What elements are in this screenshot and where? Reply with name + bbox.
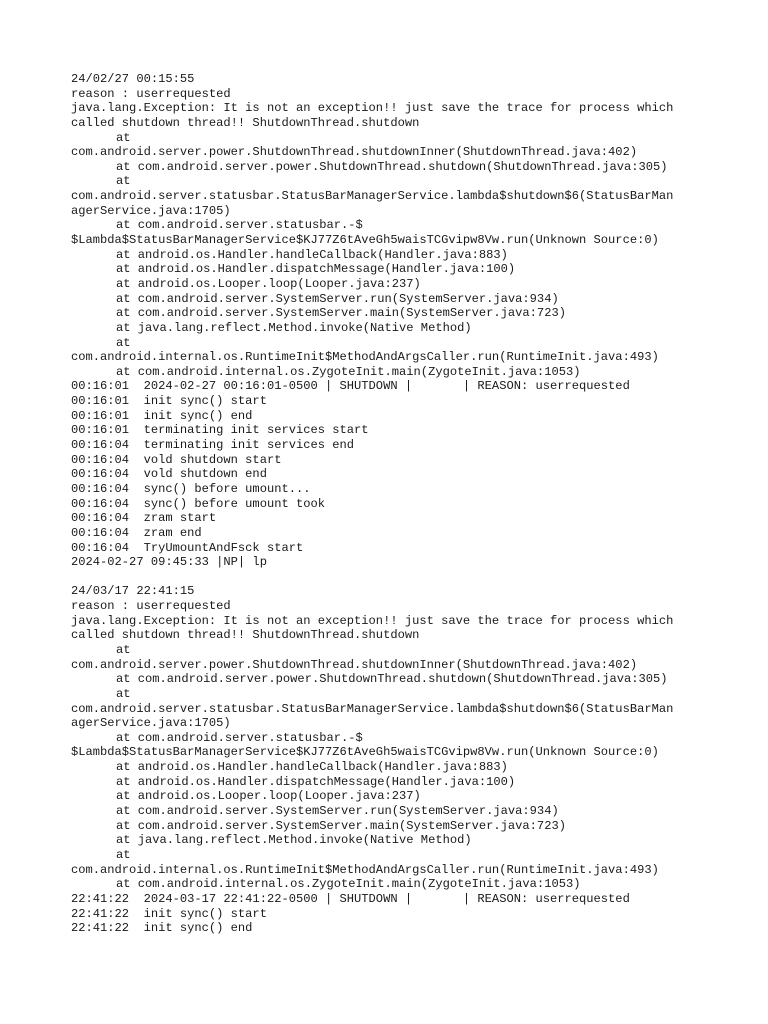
- stack-frame-line: at com.android.internal.os.ZygoteInit.main(ZygoteInit.java:1053): [116, 364, 581, 379]
- stack-frame-line: at android.os.Handler.dispatchMessage(Handler.java:100): [116, 774, 516, 789]
- log-line: java.lang.Exception: It is not an exception!! just save the trace for process which: [71, 101, 674, 116]
- stack-frame-line: at: [116, 642, 131, 657]
- log-line: com.android.server.statusbar.StatusBarManagerService.lambda$shutdown$6(StatusBarMan: [71, 701, 674, 716]
- entry-separator: [71, 570, 711, 585]
- log-line: $Lambda$StatusBarManagerService$KJ77Z6tAveGh5waisTCGvipw8Vw.run(Unknown Source:0): [71, 233, 659, 248]
- log-line: 00:16:04 terminating init services end: [71, 438, 355, 453]
- stack-frame-line: at com.android.server.SystemServer.run(SystemServer.java:934): [116, 804, 559, 819]
- shutdown-log: [71, 72, 711, 936]
- stack-frame-line: at com.android.server.SystemServer.run(SystemServer.java:934): [116, 291, 559, 306]
- log-line: 00:16:01 init sync() end: [71, 408, 253, 423]
- log-line: java.lang.Exception: It is not an exception!! just save the trace for process which: [71, 613, 674, 628]
- log-line: 24/03/17 22:41:15: [71, 584, 195, 599]
- log-line: 22:41:22 2024-03-17 22:41:22-0500 | SHUTDOWN | | REASON: userrequested: [71, 891, 630, 906]
- log-line: 00:16:04 TryUmountAndFsck start: [71, 540, 304, 555]
- log-line: 00:16:04 vold shutdown start: [71, 452, 282, 467]
- log-line: 00:16:04 vold shutdown end: [71, 467, 267, 482]
- log-entry: [71, 72, 711, 570]
- stack-frame-line: at: [116, 130, 131, 145]
- stack-frame-line: at android.os.Handler.handleCallback(Handler.java:883): [116, 247, 508, 262]
- log-line: reason : userrequested: [71, 599, 231, 614]
- log-line: 00:16:04 zram end: [71, 525, 202, 540]
- stack-frame-line: at android.os.Handler.dispatchMessage(Handler.java:100): [116, 262, 516, 277]
- stack-frame-line: at com.android.server.statusbar.-$: [116, 730, 363, 745]
- stack-frame-line: at com.android.server.SystemServer.main(SystemServer.java:723): [116, 818, 566, 833]
- stack-frame-line: at android.os.Handler.handleCallback(Handler.java:883): [116, 760, 508, 775]
- stack-frame-line: at com.android.server.SystemServer.main(SystemServer.java:723): [116, 306, 566, 321]
- stack-frame-line: at android.os.Looper.loop(Looper.java:237): [116, 276, 421, 291]
- log-line: com.android.server.power.ShutdownThread.shutdownInner(ShutdownThread.java:402): [71, 657, 638, 672]
- stack-frame-line: at: [116, 174, 131, 189]
- log-line: 22:41:22 init sync() start: [71, 906, 267, 921]
- log-line: agerService.java:1705): [71, 716, 231, 731]
- log-line: called shutdown thread!! ShutdownThread.shutdown: [71, 628, 420, 643]
- stack-frame-line: at com.android.server.power.ShutdownThread.shutdown(ShutdownThread.java:305): [116, 672, 668, 687]
- log-line: com.android.server.power.ShutdownThread.shutdownInner(ShutdownThread.java:402): [71, 145, 638, 160]
- log-line: $Lambda$StatusBarManagerService$KJ77Z6tAveGh5waisTCGvipw8Vw.run(Unknown Source:0): [71, 745, 659, 760]
- log-line: reason : userrequested: [71, 86, 231, 101]
- log-line: 2024-02-27 09:45:33 |NP| lp: [71, 555, 267, 570]
- stack-frame-line: at com.android.server.power.ShutdownThread.shutdown(ShutdownThread.java:305): [116, 159, 668, 174]
- stack-frame-line: at: [116, 335, 131, 350]
- log-line: called shutdown thread!! ShutdownThread.shutdown: [71, 115, 420, 130]
- log-line: 00:16:04 sync() before umount took: [71, 496, 326, 511]
- stack-frame-line: at java.lang.reflect.Method.invoke(Native Method): [116, 833, 472, 848]
- log-line: 00:16:01 init sync() start: [71, 394, 267, 409]
- log-line: 00:16:01 terminating init services start: [71, 423, 369, 438]
- log-line: 00:16:04 sync() before umount...: [71, 481, 311, 496]
- log-line: 00:16:01 2024-02-27 00:16:01-0500 | SHUTDOWN | | REASON: userrequested: [71, 379, 630, 394]
- log-line: 00:16:04 zram start: [71, 511, 217, 526]
- log-line: com.android.server.statusbar.StatusBarManagerService.lambda$shutdown$6(StatusBarMan: [71, 189, 674, 204]
- stack-frame-line: at com.android.internal.os.ZygoteInit.main(ZygoteInit.java:1053): [116, 877, 581, 892]
- log-line: com.android.internal.os.RuntimeInit$MethodAndArgsCaller.run(RuntimeInit.java:493): [71, 862, 659, 877]
- log-line: 22:41:22 init sync() end: [71, 921, 253, 936]
- stack-frame-line: at android.os.Looper.loop(Looper.java:237): [116, 789, 421, 804]
- stack-frame-line: at java.lang.reflect.Method.invoke(Native Method): [116, 320, 472, 335]
- stack-frame-line: at com.android.server.statusbar.-$: [116, 218, 363, 233]
- stack-frame-line: at: [116, 847, 131, 862]
- log-line: 24/02/27 00:15:55: [71, 72, 195, 86]
- log-line: com.android.internal.os.RuntimeInit$MethodAndArgsCaller.run(RuntimeInit.java:493): [71, 350, 659, 365]
- log-line: agerService.java:1705): [71, 203, 231, 218]
- log-entry: [71, 584, 711, 935]
- stack-frame-line: at: [116, 686, 131, 701]
